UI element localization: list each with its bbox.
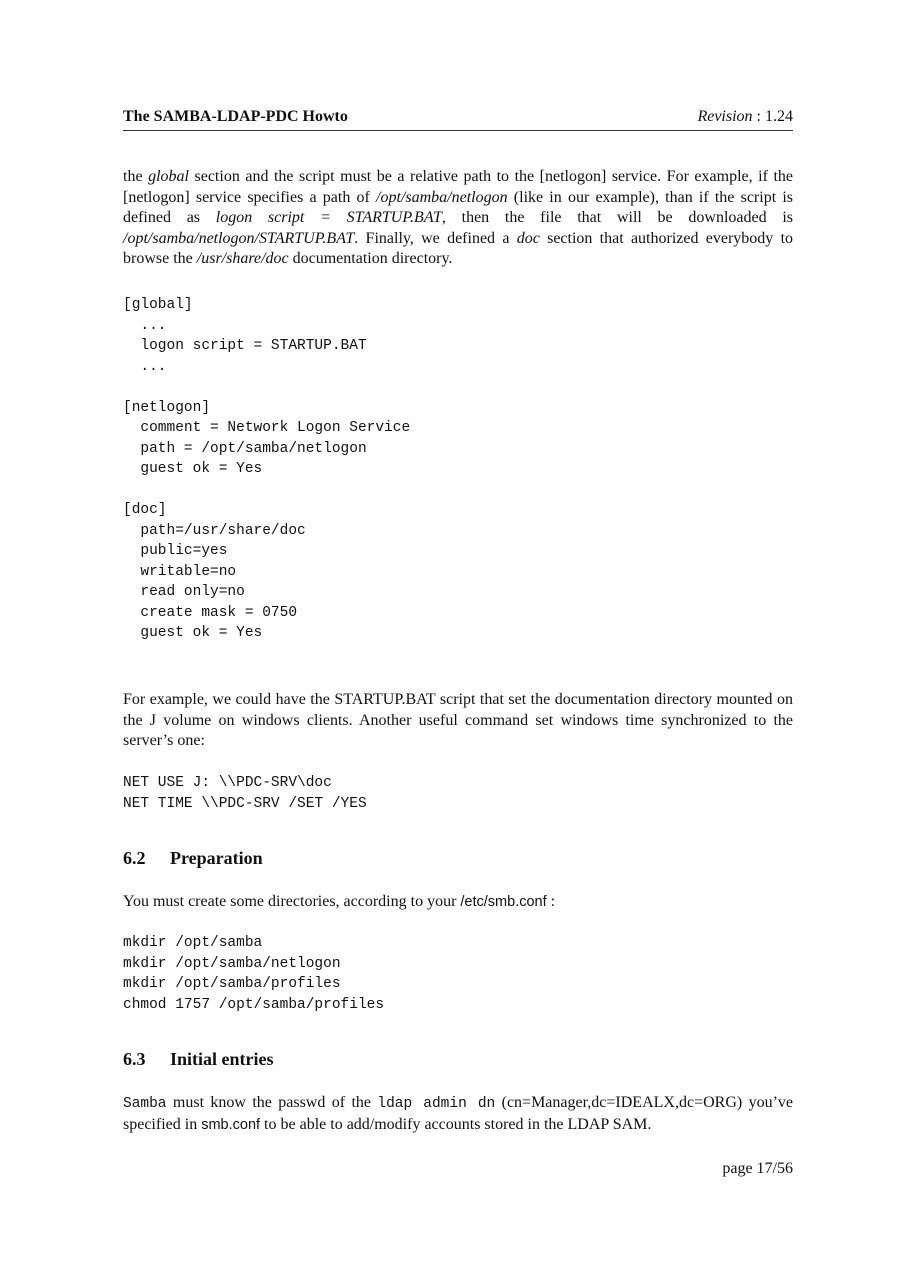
text: must know the passwd of the: [166, 1094, 378, 1111]
revision: [697, 108, 793, 126]
filename: /etc/smb.conf: [460, 894, 547, 910]
text: , then the file that will be downloaded is: [441, 209, 793, 227]
text: :: [546, 893, 556, 910]
text: (cn=Manager,dc=IDEALX,dc=ORG) you’ve specified in: [123, 1094, 794, 1133]
section-heading-initial-entries: [123, 1049, 793, 1070]
text: You must create some directories, according to your: [123, 893, 461, 910]
paragraph-netlogon: [123, 167, 793, 270]
emphasis: global: [148, 168, 189, 185]
paragraph-ldap-admin: [123, 1093, 793, 1135]
section-number: 6.3: [123, 1049, 146, 1069]
code-term: ldap admin dn: [377, 1096, 496, 1112]
section-heading-preparation: [123, 848, 793, 869]
code-mkdir: mkdir /opt/samba mkdir /opt/samba/netlogon mkdir /opt/samba/profiles chmod 1757 /opt/samba/profiles: [123, 935, 385, 1013]
section-title: Preparation: [170, 848, 263, 868]
page-number: page 17/56: [722, 1160, 793, 1177]
revision-value: : 1.24: [752, 108, 793, 125]
running-header: [123, 106, 793, 131]
emphasis: /opt/samba/netlogon: [376, 188, 508, 206]
text: section and the script must be a relative path to the [netlogon] service. For example, if the [netlogon] service specifies a path of: [123, 168, 793, 206]
paragraph-directories: [123, 892, 793, 913]
text: to be able to add/modify accounts stored in the LDAP SAM.: [260, 1115, 652, 1133]
text: documentation directory.: [288, 250, 453, 268]
text: . Finally, we defined a: [354, 229, 517, 247]
text: section that authorized everybody to browse the: [123, 229, 794, 268]
text: the: [123, 168, 149, 185]
filename: smb.conf: [201, 1116, 261, 1133]
emphasis: /opt/samba/netlogon/STARTUP.BAT: [123, 229, 355, 247]
code-term: Samba: [123, 1096, 167, 1112]
paragraph-startup: For example, we could have the STARTUP.BAT script that set the documentation directory mounted on the J volume on windows clients. Another useful command set windows time synchronized to the server’s one:: [123, 691, 793, 750]
section-title: Initial entries: [170, 1049, 274, 1069]
section-number: 6.2: [123, 848, 146, 868]
text: (like in our example), than if the script is defined as: [123, 188, 794, 227]
code-net-commands: NET USE J: \\PDC-SRV\doc NET TIME \\PDC-SRV /SET /YES: [123, 775, 367, 812]
emphasis: logon script = STARTUP.BAT: [215, 209, 442, 227]
code-smb-conf: [global] ... logon script = STARTUP.BAT ... [netlogon] comment = Network Logon Service path = /opt/samba/netlogon guest ok = Yes [doc] path=/usr/share/doc public=yes writable=no read only=no create mask = 0750 guest ok = Yes: [123, 297, 411, 641]
document-title: The SAMBA-LDAP-PDC Howto: [123, 108, 348, 125]
revision-label: Revision: [697, 108, 753, 125]
emphasis: doc: [516, 229, 540, 247]
emphasis: /usr/share/doc: [196, 250, 289, 268]
